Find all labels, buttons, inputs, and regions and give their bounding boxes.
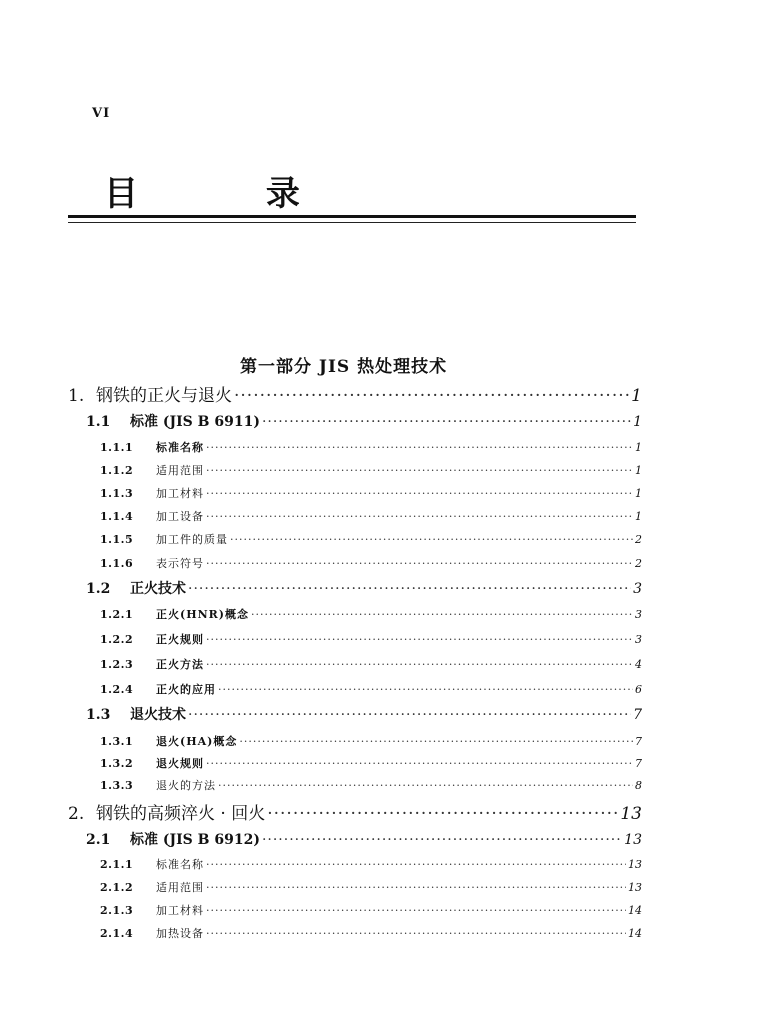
toc-page: 1 <box>631 386 642 406</box>
toc-chapter-2[interactable] <box>68 799 642 824</box>
toc-leader <box>251 608 633 621</box>
toc-number: 1.2.2 <box>100 633 134 646</box>
toc-page: 8 <box>635 779 642 792</box>
toc-leader <box>206 904 626 917</box>
toc-subsection-1-1-4[interactable] <box>100 508 642 524</box>
toc-leader <box>206 658 633 671</box>
toc-leader <box>230 533 633 546</box>
toc-subsection-1-1-6[interactable] <box>100 555 642 571</box>
toc-leader <box>206 881 626 894</box>
toc-number: 1.3.3 <box>100 779 134 792</box>
toc-number: 1.1.3 <box>100 487 134 500</box>
toc-page: 13 <box>628 858 642 871</box>
toc-page: 14 <box>628 904 642 917</box>
toc-number: 2.1.1 <box>100 858 134 871</box>
toc-number: 2.1.4 <box>100 927 134 940</box>
toc-number: 1.1.2 <box>100 464 134 477</box>
toc-leader <box>262 832 622 848</box>
toc-number: 1.2 <box>86 581 111 597</box>
toc-subsection-1-3-1[interactable] <box>100 733 642 749</box>
toc-number: 2.1.3 <box>100 904 134 917</box>
toc-title: 正火规则 <box>156 633 204 646</box>
toc-page: 4 <box>635 658 642 671</box>
toc-title: 正火技术 <box>130 581 186 597</box>
toc-page: 14 <box>628 927 642 940</box>
toc-leader <box>188 707 631 723</box>
toc-title: 退火规则 <box>156 757 204 770</box>
toc-title: 标准名称 <box>156 441 204 454</box>
toc-title: 退火技术 <box>130 707 186 723</box>
toc-title: 钢铁的正火与退火 <box>96 386 232 406</box>
toc-title: 钢铁的高频淬火 · 回火 <box>96 804 266 824</box>
page-number: VI <box>92 106 111 121</box>
toc-leader <box>206 487 633 500</box>
toc-section-1-1[interactable] <box>86 411 642 431</box>
toc-page: 1 <box>635 487 642 500</box>
toc-title: 正火的应用 <box>156 683 216 696</box>
toc-leader <box>218 683 633 696</box>
toc-page: 1 <box>633 414 642 430</box>
toc-page: 1 <box>635 441 642 454</box>
toc-number: 1.3.1 <box>100 735 134 748</box>
toc-title: 标准 (JIS B 6911) <box>130 414 260 430</box>
toc-subsection-1-2-3[interactable] <box>100 656 642 672</box>
toc-leader <box>206 927 626 940</box>
toc-leader <box>206 858 626 871</box>
toc-section-2-1[interactable] <box>86 829 642 849</box>
toc-subsection-1-3-3[interactable] <box>100 777 642 793</box>
toc-number: 1.1.5 <box>100 533 134 546</box>
toc-title: 加工件的质量 <box>156 533 228 546</box>
toc-page: 6 <box>635 683 642 696</box>
toc-subsection-1-1-5[interactable] <box>100 531 642 547</box>
toc-number: 1.3 <box>86 707 111 723</box>
toc-page: 1 <box>635 510 642 523</box>
toc-subsection-2-1-2[interactable] <box>100 879 642 895</box>
toc-section-1-2[interactable] <box>86 578 642 598</box>
toc-number: 2. <box>68 804 85 824</box>
toc-number: 2.1.2 <box>100 881 134 894</box>
toc-leader <box>206 441 633 454</box>
toc-subsection-1-2-2[interactable] <box>100 631 642 647</box>
toc-number: 1.2.3 <box>100 658 134 671</box>
toc-subsection-1-1-3[interactable] <box>100 485 642 501</box>
toc-leader <box>239 735 633 748</box>
toc-title: 加工材料 <box>156 487 204 500</box>
toc-subsection-1-3-2[interactable] <box>100 755 642 771</box>
toc-number: 1.1.1 <box>100 441 134 454</box>
toc-leader <box>206 757 633 770</box>
toc-page: 2 <box>635 557 642 570</box>
toc-leader <box>218 779 633 792</box>
toc-number: 1.1.6 <box>100 557 134 570</box>
toc-number: 2.1 <box>86 832 111 848</box>
toc-title: 标准 (JIS B 6912) <box>130 832 260 848</box>
toc-subsection-1-1-1[interactable] <box>100 439 642 455</box>
toc-number: 1.2.1 <box>100 608 134 621</box>
toc-leader <box>206 464 633 477</box>
toc-page: 7 <box>633 707 642 723</box>
toc-title: 适用范围 <box>156 881 204 894</box>
toc-page: 13 <box>628 881 642 894</box>
toc-title: 加工设备 <box>156 510 204 523</box>
toc-number: 1.3.2 <box>100 757 134 770</box>
toc-page: 3 <box>635 608 642 621</box>
toc-page: 3 <box>635 633 642 646</box>
toc-subsection-2-1-1[interactable] <box>100 856 642 872</box>
toc-number: 1. <box>68 386 85 406</box>
toc-title: 退火的方法 <box>156 779 216 792</box>
toc-page: 2 <box>635 533 642 546</box>
toc-subsection-1-1-2[interactable] <box>100 462 642 478</box>
toc-leader <box>206 633 633 646</box>
toc-leader <box>234 386 629 406</box>
toc-number: 1.1.4 <box>100 510 134 523</box>
toc-subsection-2-1-4[interactable] <box>100 925 642 941</box>
toc-leader <box>267 804 618 824</box>
toc-page: 7 <box>635 757 642 770</box>
toc-title: 适用范围 <box>156 464 204 477</box>
toc-title: 加工材料 <box>156 904 204 917</box>
toc-leader <box>262 414 631 430</box>
toc-title: 加热设备 <box>156 927 204 940</box>
toc-section-1-3[interactable] <box>86 704 642 724</box>
toc-page: 1 <box>635 464 642 477</box>
toc-title: 正火(HNR)概念 <box>156 608 249 621</box>
toc-title: 正火方法 <box>156 658 204 671</box>
toc-number: 1.2.4 <box>100 683 134 696</box>
part-heading: 第一部分 JIS 热处理技术 <box>240 357 448 377</box>
toc-page: 3 <box>633 581 642 597</box>
toc-subsection-1-2-4[interactable] <box>100 681 642 697</box>
toc-page: 13 <box>624 832 642 848</box>
toc-leader <box>188 581 631 597</box>
page-title: 目 录 <box>104 174 358 214</box>
toc-chapter-1[interactable] <box>68 381 642 406</box>
toc-leader <box>206 557 633 570</box>
toc-number: 1.1 <box>86 414 111 430</box>
toc-title: 表示符号 <box>156 557 204 570</box>
toc-title: 标准名称 <box>156 858 204 871</box>
toc-page: 7 <box>635 735 642 748</box>
toc-page: 13 <box>620 804 642 824</box>
toc-subsection-2-1-3[interactable] <box>100 902 642 918</box>
toc-subsection-1-2-1[interactable] <box>100 606 642 622</box>
toc-title: 退火(HA)概念 <box>156 735 238 748</box>
toc-leader <box>206 510 633 523</box>
